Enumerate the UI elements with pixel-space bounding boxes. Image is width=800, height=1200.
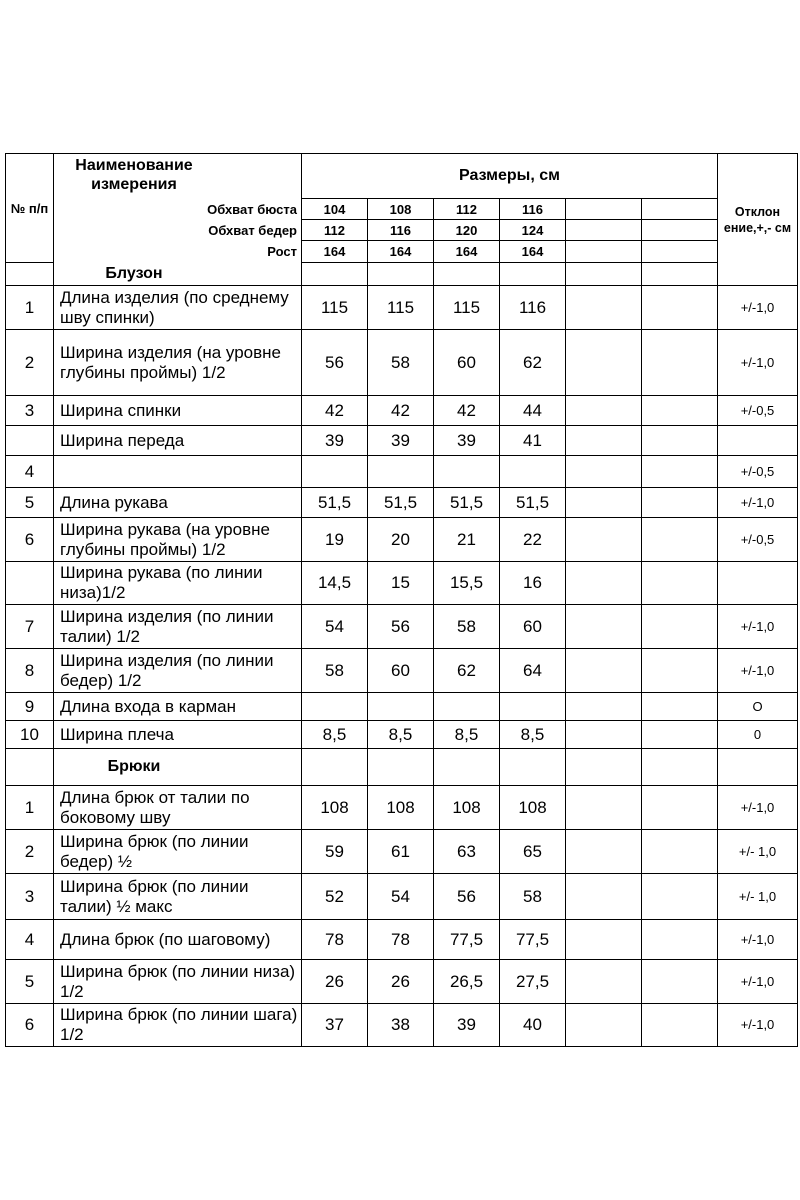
size-value bbox=[302, 456, 368, 488]
size-value-empty bbox=[642, 605, 718, 649]
size-value-empty bbox=[566, 426, 642, 456]
size-value-empty bbox=[642, 518, 718, 562]
size-value bbox=[434, 456, 500, 488]
size-value-empty bbox=[566, 456, 642, 488]
cell-empty bbox=[302, 263, 368, 286]
size-value: 59 bbox=[302, 830, 368, 874]
size-value: 19 bbox=[302, 518, 368, 562]
size-value: 77,5 bbox=[500, 920, 566, 960]
size-value-empty bbox=[566, 874, 642, 920]
param-value: 164 bbox=[302, 241, 368, 263]
size-value-empty bbox=[566, 721, 642, 749]
cell-empty bbox=[566, 749, 642, 786]
size-value: 22 bbox=[500, 518, 566, 562]
size-value-empty bbox=[642, 426, 718, 456]
size-value: 62 bbox=[500, 330, 566, 396]
size-value-empty bbox=[566, 330, 642, 396]
size-value: 54 bbox=[368, 874, 434, 920]
size-value: 77,5 bbox=[434, 920, 500, 960]
size-value-empty bbox=[642, 721, 718, 749]
row-number: 2 bbox=[6, 330, 54, 396]
row-number: 4 bbox=[6, 920, 54, 960]
deviation-value: +/-1,0 bbox=[718, 960, 798, 1004]
size-value-empty bbox=[642, 649, 718, 693]
size-value: 78 bbox=[368, 920, 434, 960]
size-value-empty bbox=[642, 693, 718, 721]
deviation-value bbox=[718, 562, 798, 605]
size-value: 115 bbox=[368, 286, 434, 330]
size-value: 8,5 bbox=[500, 721, 566, 749]
size-value-empty bbox=[566, 649, 642, 693]
param-value: 124 bbox=[500, 220, 566, 241]
param-label: Обхват бедер bbox=[54, 220, 302, 241]
row-number bbox=[6, 426, 54, 456]
deviation-value: +/-1,0 bbox=[718, 605, 798, 649]
param-value: 116 bbox=[368, 220, 434, 241]
param-empty bbox=[566, 241, 642, 263]
size-value-empty bbox=[642, 830, 718, 874]
measurement-name: Ширина изделия (на уровне глубины проймы) 1/2 bbox=[54, 330, 302, 396]
blouson-section bbox=[6, 286, 798, 749]
deviation-value: +/-1,0 bbox=[718, 488, 798, 518]
header-deviation: Отклон ение,+,- см bbox=[718, 154, 798, 286]
deviation-value: О bbox=[718, 693, 798, 721]
param-value: 112 bbox=[434, 199, 500, 220]
size-value: 108 bbox=[368, 786, 434, 830]
measurement-name: Ширина рукава (по линии низа)1/2 bbox=[54, 562, 302, 605]
row-number: 9 bbox=[6, 693, 54, 721]
measurement-name: Ширина плеча bbox=[54, 721, 302, 749]
size-value: 16 bbox=[500, 562, 566, 605]
measurement-name: Ширина брюк (по линии бедер) ½ bbox=[54, 830, 302, 874]
size-value-empty bbox=[642, 330, 718, 396]
size-value: 62 bbox=[434, 649, 500, 693]
size-value: 26 bbox=[368, 960, 434, 1004]
size-value: 26,5 bbox=[434, 960, 500, 1004]
size-value: 60 bbox=[368, 649, 434, 693]
row-number: 7 bbox=[6, 605, 54, 649]
section-title-row bbox=[6, 263, 798, 286]
size-value: 58 bbox=[434, 605, 500, 649]
size-value-empty bbox=[642, 396, 718, 426]
cell-empty bbox=[368, 749, 434, 786]
size-value: 65 bbox=[500, 830, 566, 874]
cell-empty bbox=[718, 749, 798, 786]
cell-empty bbox=[642, 749, 718, 786]
size-value: 78 bbox=[302, 920, 368, 960]
measurement-name: Ширина изделия (по линии талии) 1/2 bbox=[54, 605, 302, 649]
size-value-empty bbox=[642, 1004, 718, 1047]
size-value-empty bbox=[566, 960, 642, 1004]
size-value: 58 bbox=[302, 649, 368, 693]
section-number-empty bbox=[6, 749, 54, 786]
deviation-value: +/-1,0 bbox=[718, 286, 798, 330]
size-value: 51,5 bbox=[302, 488, 368, 518]
deviation-value: +/-1,0 bbox=[718, 920, 798, 960]
size-value: 20 bbox=[368, 518, 434, 562]
size-value: 115 bbox=[302, 286, 368, 330]
cell-empty bbox=[302, 749, 368, 786]
measurement-name: Ширина переда bbox=[54, 426, 302, 456]
size-value: 115 bbox=[434, 286, 500, 330]
measurement-name: Ширина брюк (по линии шага) 1/2 bbox=[54, 1004, 302, 1047]
size-value: 51,5 bbox=[434, 488, 500, 518]
size-value: 42 bbox=[434, 396, 500, 426]
size-value-empty bbox=[566, 518, 642, 562]
row-number: 6 bbox=[6, 518, 54, 562]
param-value: 120 bbox=[434, 220, 500, 241]
header-param-row bbox=[6, 199, 798, 220]
deviation-value bbox=[718, 426, 798, 456]
param-value: 108 bbox=[368, 199, 434, 220]
measurement-row bbox=[6, 786, 798, 830]
size-value: 56 bbox=[368, 605, 434, 649]
measurement-row bbox=[6, 456, 798, 488]
size-value: 44 bbox=[500, 396, 566, 426]
measurement-row bbox=[6, 721, 798, 749]
size-value-empty bbox=[642, 456, 718, 488]
param-empty bbox=[642, 199, 718, 220]
param-value: 104 bbox=[302, 199, 368, 220]
size-value: 39 bbox=[434, 1004, 500, 1047]
measurement-name: Длина входа в карман bbox=[54, 693, 302, 721]
section-title-blouson: Блузон bbox=[54, 263, 302, 286]
header-number: № п/п bbox=[6, 154, 54, 263]
row-number: 5 bbox=[6, 960, 54, 1004]
size-value: 64 bbox=[500, 649, 566, 693]
size-value: 8,5 bbox=[302, 721, 368, 749]
measurement-row bbox=[6, 1004, 798, 1047]
section-number-empty bbox=[6, 263, 54, 286]
measurement-row bbox=[6, 649, 798, 693]
measurement-row bbox=[6, 562, 798, 605]
measurement-row bbox=[6, 960, 798, 1004]
param-value: 112 bbox=[302, 220, 368, 241]
deviation-value: +/-0,5 bbox=[718, 396, 798, 426]
cell-empty bbox=[566, 263, 642, 286]
size-value: 58 bbox=[368, 330, 434, 396]
row-number: 4 bbox=[6, 456, 54, 488]
size-value bbox=[368, 456, 434, 488]
measurement-name: Ширина изделия (по линии бедер) 1/2 bbox=[54, 649, 302, 693]
measurement-name: Длина брюк от талии по боковому шву bbox=[54, 786, 302, 830]
size-value: 60 bbox=[434, 330, 500, 396]
size-value: 38 bbox=[368, 1004, 434, 1047]
cell-empty bbox=[434, 263, 500, 286]
row-number: 10 bbox=[6, 721, 54, 749]
measurement-name: Ширина спинки bbox=[54, 396, 302, 426]
row-number: 3 bbox=[6, 396, 54, 426]
size-value: 116 bbox=[500, 286, 566, 330]
size-value-empty bbox=[566, 605, 642, 649]
cell-empty bbox=[642, 263, 718, 286]
row-number: 1 bbox=[6, 786, 54, 830]
row-number: 2 bbox=[6, 830, 54, 874]
measurement-name: Длина брюк (по шаговому) bbox=[54, 920, 302, 960]
param-empty bbox=[566, 220, 642, 241]
size-value: 15,5 bbox=[434, 562, 500, 605]
deviation-value: +/- 1,0 bbox=[718, 874, 798, 920]
size-value bbox=[368, 693, 434, 721]
size-value: 61 bbox=[368, 830, 434, 874]
row-number: 1 bbox=[6, 286, 54, 330]
param-empty bbox=[642, 220, 718, 241]
cell-empty bbox=[368, 263, 434, 286]
size-value: 52 bbox=[302, 874, 368, 920]
measurement-row bbox=[6, 518, 798, 562]
size-value-empty bbox=[642, 920, 718, 960]
cell-empty bbox=[500, 749, 566, 786]
header-sizes: Размеры, см bbox=[302, 154, 718, 199]
trousers-section bbox=[6, 786, 798, 1047]
measurement-row bbox=[6, 396, 798, 426]
deviation-value: +/- 1,0 bbox=[718, 830, 798, 874]
size-value bbox=[434, 693, 500, 721]
size-value: 42 bbox=[302, 396, 368, 426]
size-value: 60 bbox=[500, 605, 566, 649]
size-value: 39 bbox=[302, 426, 368, 456]
size-value-empty bbox=[642, 960, 718, 1004]
size-value-empty bbox=[566, 786, 642, 830]
measurement-row bbox=[6, 488, 798, 518]
size-value-empty bbox=[642, 286, 718, 330]
measurement-row bbox=[6, 330, 798, 396]
measurement-row bbox=[6, 830, 798, 874]
deviation-value: +/-0,5 bbox=[718, 456, 798, 488]
size-value-empty bbox=[566, 562, 642, 605]
measurement-name: Ширина брюк (по линии талии) ½ макс bbox=[54, 874, 302, 920]
size-value: 15 bbox=[368, 562, 434, 605]
deviation-value: +/-1,0 bbox=[718, 330, 798, 396]
size-value bbox=[500, 456, 566, 488]
size-value-empty bbox=[566, 1004, 642, 1047]
param-value: 164 bbox=[434, 241, 500, 263]
size-value: 54 bbox=[302, 605, 368, 649]
measurement-row bbox=[6, 426, 798, 456]
size-value: 41 bbox=[500, 426, 566, 456]
param-label: Рост bbox=[54, 241, 302, 263]
param-value: 164 bbox=[500, 241, 566, 263]
size-value bbox=[500, 693, 566, 721]
size-value: 51,5 bbox=[368, 488, 434, 518]
row-number: 8 bbox=[6, 649, 54, 693]
size-value: 8,5 bbox=[368, 721, 434, 749]
size-value-empty bbox=[642, 488, 718, 518]
size-value: 21 bbox=[434, 518, 500, 562]
measurement-row bbox=[6, 286, 798, 330]
size-value: 51,5 bbox=[500, 488, 566, 518]
size-value-empty bbox=[566, 488, 642, 518]
size-value-empty bbox=[566, 830, 642, 874]
measurement-name: Ширина брюк (по линии низа) 1/2 bbox=[54, 960, 302, 1004]
section-title-row bbox=[6, 749, 798, 786]
size-value: 27,5 bbox=[500, 960, 566, 1004]
param-value: 164 bbox=[368, 241, 434, 263]
header-row-main bbox=[6, 154, 798, 199]
size-value-empty bbox=[566, 396, 642, 426]
measurement-name bbox=[54, 456, 302, 488]
section-title-trousers: Брюки bbox=[54, 749, 302, 786]
row-number: 5 bbox=[6, 488, 54, 518]
size-value-empty bbox=[642, 874, 718, 920]
measurement-name: Длина изделия (по среднему шву спинки) bbox=[54, 286, 302, 330]
size-table bbox=[5, 153, 798, 1047]
size-value: 37 bbox=[302, 1004, 368, 1047]
row-number: 6 bbox=[6, 1004, 54, 1047]
size-value: 42 bbox=[368, 396, 434, 426]
measurement-name: Ширина рукава (на уровне глубины проймы) 1/2 bbox=[54, 518, 302, 562]
size-value: 63 bbox=[434, 830, 500, 874]
param-label: Обхват бюста bbox=[54, 199, 302, 220]
header-param-row bbox=[6, 220, 798, 241]
size-value-empty bbox=[642, 562, 718, 605]
size-value: 56 bbox=[434, 874, 500, 920]
size-chart-sheet bbox=[5, 153, 797, 1047]
size-value bbox=[302, 693, 368, 721]
size-value: 58 bbox=[500, 874, 566, 920]
deviation-value: +/-1,0 bbox=[718, 649, 798, 693]
measurement-row bbox=[6, 605, 798, 649]
size-value: 39 bbox=[434, 426, 500, 456]
measurement-row bbox=[6, 920, 798, 960]
size-value-empty bbox=[642, 786, 718, 830]
size-value: 108 bbox=[434, 786, 500, 830]
cell-empty bbox=[500, 263, 566, 286]
size-value-empty bbox=[566, 920, 642, 960]
measurement-row bbox=[6, 693, 798, 721]
header-param-row bbox=[6, 241, 798, 263]
header-measurement-name: Наименование измерения bbox=[54, 154, 302, 199]
deviation-value: +/-1,0 bbox=[718, 1004, 798, 1047]
measurement-row bbox=[6, 874, 798, 920]
size-value: 108 bbox=[302, 786, 368, 830]
size-value: 8,5 bbox=[434, 721, 500, 749]
row-number: 3 bbox=[6, 874, 54, 920]
size-value-empty bbox=[566, 693, 642, 721]
measurement-name: Длина рукава bbox=[54, 488, 302, 518]
size-value: 56 bbox=[302, 330, 368, 396]
size-value: 108 bbox=[500, 786, 566, 830]
deviation-value: 0 bbox=[718, 721, 798, 749]
deviation-value: +/-0,5 bbox=[718, 518, 798, 562]
row-number bbox=[6, 562, 54, 605]
deviation-value: +/-1,0 bbox=[718, 786, 798, 830]
size-value: 39 bbox=[368, 426, 434, 456]
size-value-empty bbox=[566, 286, 642, 330]
size-value: 40 bbox=[500, 1004, 566, 1047]
param-value: 116 bbox=[500, 199, 566, 220]
size-value: 14,5 bbox=[302, 562, 368, 605]
size-value: 26 bbox=[302, 960, 368, 1004]
cell-empty bbox=[434, 749, 500, 786]
param-empty bbox=[642, 241, 718, 263]
param-empty bbox=[566, 199, 642, 220]
